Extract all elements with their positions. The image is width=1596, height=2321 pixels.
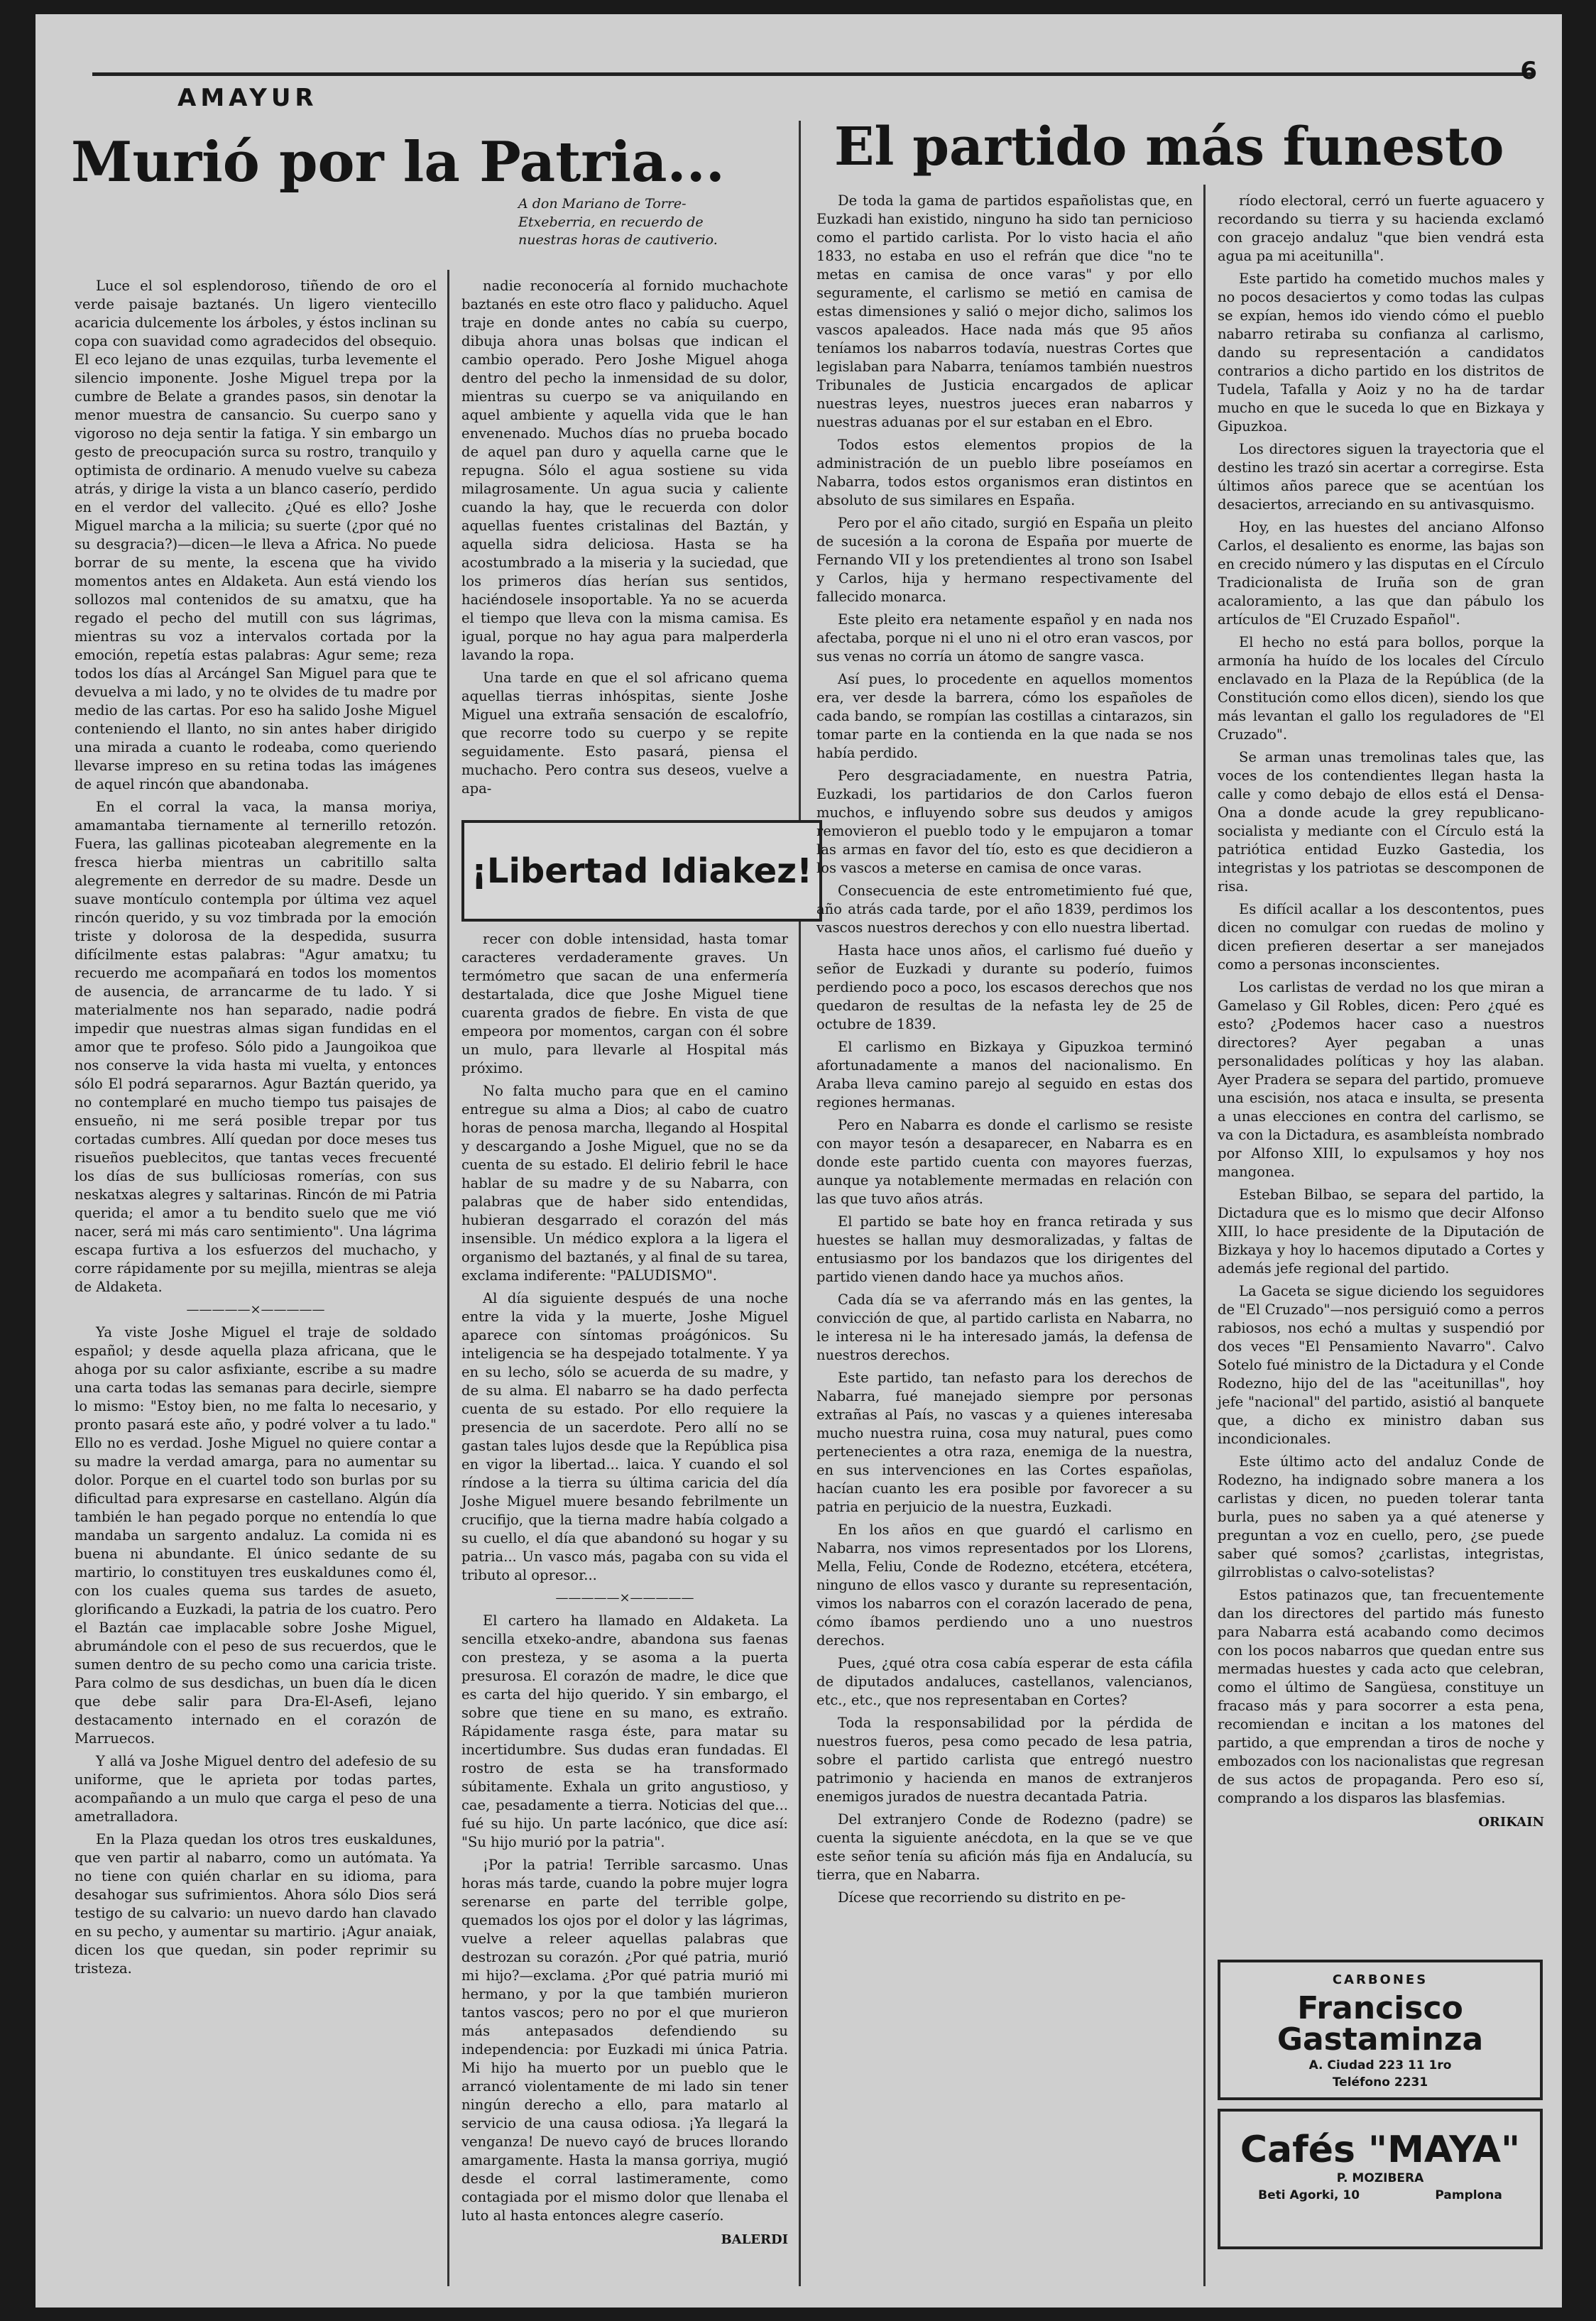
paragraph: ¡Por la patria! Terrible sarcasmo. Unas horas más tarde, cuando la pobre mujer logra serenarse en parte del terrible golpe, quemados los ojos por el dolor y las lágrimas, vuelve a releer aquellas palabras que destrozan su corazón. ¿Por qué patria, murió mi hijo?—exclama. ¿Por qué patria murió mi hermano, y por la que también murieron tantos vascos; pero no por el que murieron más antepasados defendiendo su independencia: por Euzkadi mi única Patria. Mi hijo ha muerto por un pueblo que le arrancó violentamente de mi lado sin tener ningún derecho a ello, para matarlo al servicio de una causa odiosa. ¡Ya llegará la venganza! De nuevo cayó de bruces llorando amargamente. Hasta la mansa gorriya, mugió desde el corral lastimeramente, como contagiada por el mismo dolor que llenaba el luto al hasta entonces alegre caserío. (461, 1857, 788, 2224)
ad-carbones-gastaminza (1218, 1960, 1543, 2100)
left-headline: Murió por la Patria... (71, 130, 725, 195)
top-rule (92, 72, 1534, 76)
left-article-col1 (75, 277, 437, 1982)
right-article-col4 (1218, 192, 1544, 1832)
paragraph: Y allá va Joshe Miguel dentro del adefesio de su uniforme, que le aprieta por todas partes, acompañando a un mulo que carga el peso de una ametralladora. (75, 1753, 437, 1825)
paragraph: Pero por el año citado, surgió en España un pleito de sucesión a la corona de España por muerte de Fernando VII y los pretendientes al trono son Isabel y Carlos, hija y hermano respectivamente del fallecido monarca. (816, 515, 1193, 605)
paragraph: nadie reconocería al fornido muchachote baztanés en este otro flaco y paliducho. Aquel traje en donde antes no cabía su cuerpo, dibuja ahora unas bolsas que indican el cambio operado. Pero Joshe Miguel ahoga dentro del pecho la inmensidad de su dolor, mientras su cuerpo se va aniquilando en aquel ambiente y aquella vida que le han envenenado. Muchos días no prueba bocado de aquel pan duro y aquella carne que le repugna. Sólo el agua sostiene su vida milagrosamente. Un agua sucia y caliente cuando la hay, que le recuerda con dolor aquellas fuentes cristalinas del Baztán, y aquella sidra deliciosa. Hasta se ha acostumbrado a la miseria y la suciedad, que los primeros días herían sus sentidos, haciéndosele insoportable. Ya no se acuerda el tiempo que lleva con la misma camisa. Es igual, porque no hay agua para malperderla lavando la ropa. (461, 278, 788, 663)
ad-phone: Teléfono 2231 (1332, 2075, 1428, 2090)
left-article-col2-bottom (461, 930, 788, 2249)
libertad-idiakez-box: ¡Libertad Idiakez! (461, 820, 822, 922)
paragraph: Toda la responsabilidad por la pérdida de nuestros fueros, pesa como pecado de lesa patria, sobre el partido carlista que entregó nuestro patrimonio y hacienda en manos de extranjeros enemigos jurados de nuestra decantada Patria. (816, 1715, 1193, 1805)
ad-address: A. Ciudad 223 11 1ro (1308, 2058, 1452, 2072)
ad-name: Cafés "MAYA" (1240, 2129, 1521, 2171)
newspaper-page (35, 14, 1562, 2308)
ad-name: Francisco Gastaminza (1277, 1990, 1484, 2058)
ad-city: Pamplona (1435, 2188, 1502, 2202)
ad-owner: P. MOZIBERA (1336, 2171, 1424, 2185)
paragraph: Luce el sol esplendoroso, tiñendo de oro el verde paisaje baztanés. Un ligero vientecillo acaricia dulcemente los árboles, y éstos inclinan su copa con suavidad como agradecidos del obsequio. El eco lejano de unas ezquilas, turba levemente el silencio imponente. Joshe Miguel trepa por la cumbre de Belate a grandes pasos, sin denotar la menor muestra de cansancio. Su cuerpo sano y vigoroso no deja sentir la fatiga. Y sin embargo un gesto de preocupación surca su rostro, tranquilo y optimista de ordinario. A menudo vuelve su cabeza atrás, y dirige la vista a un blanco caserío, perdido en el verdor del vallecito. ¿Qué es ello? Joshe Miguel marcha a la milicia; su suerte (¿por qué no su desgracia?)—dicen—le lleva a Africa. No puede borrar de su mente, la escena que ha vivido momentos antes en Aldaketa. Aun está viendo los sollozos mal contenidos de su amatxu, que ha regado el pecho del mutill con sus lágrimas, mientras su voz a intervalos cortada por la emoción, repetía estas palabras: Agur seme; reza todos los días al Arcángel San Miguel para que te devuelva a mi lado, y no te olvides de tu madre por medio de las cartas. Por eso ha salido Joshe Miguel conteniendo el llanto, no sin antes haber dirigido una mirada a cuanto le rodeaba, como queriendo llevarse impreso en su retina todas las imágenes de aquel rincón que abandonaba. (75, 278, 437, 792)
paragraph: Este pleito era netamente español y en nada nos afectaba, porque ni el uno ni el otro eran vascos, por sus venas no corría un átomo de sangre vasca. (816, 611, 1193, 665)
signature-balerdi: BALERDI (721, 2232, 788, 2247)
paragraph: Pero desgraciadamente, en nuestra Patria, Euzkadi, los partidarios de don Carlos fueron muchos, e influyendo sobre sus deudos y amigos removieron el pueblo todo y le empujaron a tomar las armas en favor del tío, esto es que decidieron a los vascos a meterse en camisa de once varas. (816, 768, 1193, 876)
paragraph: La Gaceta se sigue diciendo los seguidores de "El Cruzado"—nos persiguió como a perros rabiosos, nos echó a multas y suspendió por dos veces "El Pensamiento Navarro". Calvo Sotelo fué ministro de la Dictadura y el Conde Rodezno, hijo del de las "aceitunillas", hoy jefe "nacional" del partido, asistió al banquete que, a dicho ex ministro daban sus incondicionales. (1218, 1283, 1544, 1447)
paragraph: Esteban Bilbao, se separa del partido, la Dictadura que es lo mismo que decir Alfonso XIII, lo hace presidente de la Diputación de Bizkaya y hoy lo hacemos diputado a Cortes y además jefe regional del partido. (1218, 1186, 1544, 1277)
paragraph: Al día siguiente después de una noche entre la vida y la muerte, Joshe Miguel aparece con síntomas proágónicos. Su inteligencia se ha despejado totalmente. Y ya en su lecho, sólo se acuerda de su madre, y de su alma. El nabarro se ha dado perfecta cuenta de su estado. Por ello requiere la presencia de un sacerdote. Pero allí no se gastan tales lujos desde que la República pisa en vigor la libertad... laica. Y cuando el sol ríndose a la tierra su última caricia del día Joshe Miguel muere besando febrilmente un crucifijo, que la tierna madre había colgado a su cuello, el día que abandonó su hogar y su patria... Un vasco más, pagaba con su vida el tributo al opresor... (461, 1290, 788, 1583)
paragraph: recer con doble intensidad, hasta tomar caracteres verdaderamente graves. Un termómetro que sacan de una enfermería destartalada, dice que Joshe Miguel tiene cuarenta grados de fiebre. En vista de que empeora por momentos, cargan con él sobre un mulo, para llevarle al Hospital más próximo. (461, 931, 788, 1076)
paragraph: Este partido, tan nefasto para los derechos de Nabarra, fué manejado siempre por personas extrañas al País, no vascas y a quienes interesaba mucho nuestra ruina, cosa muy natural, pues como pertenecientes a otra raza, enemiga de la nuestra, en sus intervenciones en las Cortes españolas, hacían cuanto les era posible por favorecer a su patria en perjuicio de la nuestra, Euzkadi. (816, 1370, 1193, 1515)
masthead: AMAYUR (177, 84, 318, 112)
ad-address: Beti Agorki, 10 (1258, 2188, 1360, 2202)
paragraph: Una tarde en que el sol africano quema aquellas tierras inhóspitas, siente Joshe Miguel una extraña sensación de escalofrío, que recorre todo su cuerpo y se repite seguidamente. Esto pasará, piensa el muchacho. Pero contra sus deseos, vuelve a apa- (461, 670, 788, 797)
paragraph: ríodo electoral, cerró un fuerte aguacero y recordando su tierra y su hacienda exclamó con gracejo andaluz "que bien vendrá esta agua pa mi aceitunilla". (1218, 192, 1544, 264)
right-article-col3 (816, 192, 1193, 1911)
paragraph: Todos estos elementos propios de la administración de un pueblo libre poseíamos en Nabarra, todos estos organismos eran distintos en absoluto de sus similares en España. (816, 437, 1193, 508)
paragraph: Pues, ¿qué otra cosa cabía esperar de esta cáfila de diputados andaluces, castellanos, valencianos, etc., etc., que nos representaban en Cortes? (816, 1655, 1193, 1708)
paragraph: Este último acto del andaluz Conde de Rodezno, ha indignado sobre manera a los carlistas y dicen, no pueden tolerar tanta burla, pues no saben ya a qué atenerse y preguntan a voz en cuello, pero, ¿se puede saber qué somos? ¿carlistas, integristas, gilrroblistas o calvo-sotelistas? (1218, 1453, 1544, 1580)
paragraph: Cada día se va aferrando más en las gentes, la convicción de que, al partido carlista en Nabarra, no le interesa ni le ha interesado jamás, la defensa de nuestros derechos. (816, 1291, 1193, 1363)
paragraph: Los carlistas de verdad no los que miran a Gamelaso y Gil Robles, dicen: Pero ¿qué es esto? ¿Podemos hacer caso a nuestros directores? Ayer pegaban a unas personalidades políticas y hoy las alaban. Ayer Pradera se separa del partido, promueve una escisión, nos ataca e insulta, se presenta a unas elecciones en contra del carlismo, se va con la Dictadura, es asambleísta nombrado por Alfonso XIII, lo expulsamos y hoy nos mangonea. (1218, 979, 1544, 1180)
right-headline: El partido más funesto (834, 116, 1504, 178)
paragraph: En los años en que guardó el carlismo en Nabarra, nos vimos representados por los Llorens, Mella, Feliu, Conde de Rodezno, etcétera, etcétera, ninguno de ellos vasco y durante su representación, vimos los nabarros con el corazón lacerado de pena, cómo íbamos perdiendo uno a uno nuestros derechos. (816, 1522, 1193, 1649)
paragraph: Se arman unas tremolinas tales que, las voces de los contendientes llegan hasta la calle y como debajo de ellos está el Densa-Ona a donde acude la grey republicano-socialista y mediante con el Círculo está la patriótica entidad Euzko Gastedia, los integristas y los patriotas se descomponen de risa. (1218, 749, 1544, 895)
paragraph: En la Plaza quedan los otros tres euskaldunes, que ven partir al nabarro, como un autómata. Ya no tiene con quién charlar en su idioma, para desahogar sus sufrimientos. Ahora sólo Dios será testigo de su calvario: un nuevo dardo han clavado en su pecho, y aumentar su martirio. ¡Agur anaiak, dicen los que quedan, sin poder reprimir su tristeza. (75, 1831, 437, 1977)
paragraph: Hasta hace unos años, el carlismo fué dueño y señor de Euzkadi y durante su poderío, fuimos perdiendo poco a poco, los escasos derechos que nos quedaron de resultas de la nefasta ley de 25 de octubre de 1839. (816, 942, 1193, 1032)
paragraph: Del extranjero Conde de Rodezno (padre) se cuenta la siguiente anécdota, en la que se ve que este señor tenía su afición más fija en Andalucía, su tierra, que en Nabarra. (816, 1811, 1193, 1883)
paragraph: El carlismo en Bizkaya y Gipuzkoa terminó afortunadamente a manos del nacionalismo. En Araba lleva camino parejo al seguido en estas dos regiones hermanas. (816, 1039, 1193, 1110)
paragraph: El hecho no está para bollos, porque la armonía ha huído de los locales del Círculo enclavado en la Plaza de la República (de la Constitución como ellos dicen), siendo los que más levantan el gallo los reguladores de "El Cruzado". (1218, 634, 1544, 743)
paragraph: Es difícil acallar a los descontentos, pues dicen no comulgar con ruedas de molino y dicen prefieren desertar a ser manejados como a personas inconscientes. (1218, 901, 1544, 973)
section-separator: —————×————— (186, 1302, 325, 1317)
paragraph: Dícese que recorriendo su distrito en pe- (838, 1889, 1126, 1906)
paragraph: El cartero ha llamado en Aldaketa. La sencilla etxeko-andre, abandona sus faenas con presteza, y se asoma a la puerta presurosa. El corazón de madre, le dice que es carta del hijo querido. Y sin embargo, el sobre que tiene en su mano, es extraño. Rápidamente rasga éste, para matar su incertidumbre. Sus dudas eran fundadas. El rostro de esta se ha transformado súbitamente. Exhala un grito angustioso, y cae, pesadamente a tierra. Noticias del que... fué su hijo. Un parte lacónico, que dice así: "Su hijo murió por la patria". (461, 1612, 788, 1850)
paragraph: De toda la gama de partidos españolistas que, en Euzkadi han existido, ninguno ha sido tan pernicioso como el partido carlista. Por lo visto hacia el año 1833, no estaba en uso el refrán que dice "no te metas en camisa de once varas" y por ello seguramente, el carlismo se metió en camisa de estas dimensiones y salió o mejor dicho, salimos los vascos apaleados. Hace nada más que 95 años teníamos los nabarros todavía, nuestras Cortes que legislaban para Nabarra, teníamos también nuestros Tribunales de Justicia encargados de aplicar nuestras leyes, nuestros jueces eran nabarros y nuestras aduanas por el sur estaban en el Ebro. (816, 192, 1193, 430)
paragraph: El partido se bate hoy en franca retirada y sus huestes se hallan muy desmoralizadas, y faltas de entusiasmo por los bandazos que los dirigentes del partido vienen dando hace ya muchos años. (816, 1213, 1193, 1285)
column-divider-right (1203, 185, 1206, 2286)
paragraph: Los directores siguen la trayectoria que el destino les trazó sin acertar a corregirse. Esta últimos años parece que se acentúan los desaciertos, arreciando en su antivasquismo. (1218, 441, 1544, 513)
ad-label: CARBONES (1332, 1972, 1428, 1987)
signature-orikain: ORIKAIN (1478, 1815, 1544, 1830)
paragraph: En el corral la vaca, la mansa moriya, amamantaba tiernamente al ternerillo retozón. Fuera, las gallinas picoteaban alegremente en la fresca hierba mientras un cabritillo salta alegremente en derredor de su madre. Desde un suave montículo contempla por última vez aquel rincón querido, y su voz timbrada por la emoción triste y dolorosa de la despedida, susurra difícilmente estas palabras: "Agur amatxu; tu recuerdo me acompañará en todos los momentos de ausencia, de arrancarme de tu lado. Y si materialmente nos han separado, nadie podrá impedir que nuestras almas sigan fundidas en el amor que te profeso. Sólo pido a Jaungoikoa que nos conserve la vida hasta mi vuelta, y entonces sólo El podrá separarnos. Agur Baztán querido, ya no contemplaré en mucho tiempo tus paisajes de ensueño, ni me será posible trepar por tus cortadas cumbres. Allí quedan por doce meses tus risueños pueblecitos, que tantas veces frecuenté los días de sus bullíciosas romerías, con sus neskatxas alegres y saltarinas. Rincón de mi Patria querida; el amor a tu bendito suelo que me vió nacer, será mi más caro sentimiento". Una lágrima escapa furtiva a los esfuerzos del muchacho, y corre rápidamente por su mejilla, mientras se aleja de Aldaketa. (75, 799, 437, 1295)
article-divider (799, 121, 801, 2286)
paragraph: Estos patinazos que, tan frecuentemente dan los directores del partido más funesto para Nabarra está acabando como decimos con los pocos nabarros que quedan entre sus mermadas huestes y cada acto que celebran, como el último de Sangüesa, constituye un fracaso más y para socorrer a esta pena, recomiendan e incitan a los matones del partido, a que emprendan a tiros de noche y embozados con los nacionalistas que regresan de sus actos de propaganda. Pero eso sí, comprando a los disparos las blasfemias. (1218, 1587, 1544, 1806)
left-article-col2-top (461, 277, 788, 802)
column-divider-left (447, 270, 449, 2286)
paragraph: Este partido ha cometido muchos males y no pocos desaciertos y como todas las culpas se expían, hemos ido viendo cómo el pueblo nabarro retiraba su confianza al carlismo, dando su representación a candidatos contrarios a dicho partido en los distritos de Tudela, Tafalla y Aoiz y no ha de tardar mucho en que le suceda lo que en Bizkaya y Gipuzkoa. (1218, 271, 1544, 435)
ad-cafes-maya (1218, 2109, 1543, 2249)
page-number: 6 (1520, 57, 1537, 85)
ad-address-row (1220, 2188, 1540, 2202)
paragraph: Ya viste Joshe Miguel el traje de soldado español; y desde aquella plaza africana, que le ahoga por su calor asfixiante, escribe a su madre una carta todas las semanas para decirle, siempre lo mismo: "Estoy bien, no me falta lo necesario, y pronto pasará este año, y podré volver a tu lado." Ello no es verdad. Joshe Miguel no quiere contar a su madre la verdad amarga, para no aumentar su dolor. Porque en el cuartel todo son burlas por su dificultad para expresarse en castellano. Algún día también le han pegado porque no entendía lo que mandaba un sargento andaluz. La comida ni es buena ni abundante. El único sedante de su martirio, lo constituyen tres euskaldunes como él, con los cuales quema sus tardes de asueto, glorificando a Euzkadi, la patria de los cuatro. Pero el Baztán cae implacable sobre Joshe Miguel, abrumándole con el peso de sus recuerdos, que le sumen dentro de su pecho como una caricia triste. Para colmo de sus desdichas, un buen día le dicen que debe salir para Dra-El-Asefi, lejano destacamento internado en el corazón de Marruecos. (75, 1324, 437, 1747)
paragraph: No falta mucho para que en el camino entregue su alma a Dios; al cabo de cuatro horas de penosa marcha, llegando al Hospital y descargando a Joshe Miguel, que no se da cuenta de su estado. El delirio febril le hace hablar de su madre y de su Nabarra, con palabras que de haber sido entendidas, hubieran desgarrado el corazón del más insensible. Un médico explora a la ligera el organismo del baztanés, y al final de su tarea, exclama indiferente: "PALUDISMO". (461, 1083, 788, 1284)
paragraph: Así pues, lo procedente en aquellos momentos era, ver desde la barrera, cómo los españoles de cada bando, se rompían las costillas a cintarazos, sin tomar parte en la contienda en la que nada se nos había perdido. (816, 671, 1193, 761)
paragraph: Hoy, en las huestes del anciano Alfonso Carlos, el desaliento es enorme, las bajas son en crecido número y las disputas en el Círculo Tradicionalista de Iruña son de gran acaloramiento, a las que dan pábulo los artículos de "El Cruzado Español". (1218, 519, 1544, 628)
dedication: A don Mariano de Torre-Etxeberria, en recuerdo de nuestras horas de cautiverio. (518, 196, 718, 249)
section-separator: —————×————— (555, 1590, 694, 1605)
paragraph: Consecuencia de este entrometimiento fué que, año atrás cada tarde, por el año 1839, perdimos los vascos nuestros derechos y con ello nuestra libertad. (816, 883, 1193, 936)
paragraph: Pero en Nabarra es donde el carlismo se resiste con mayor tesón a desaparecer, en Nabarra es en donde este partido cuenta con mayores fuerzas, aunque ya notablemente mermadas en relación con las que tuvo años atrás. (816, 1117, 1193, 1207)
